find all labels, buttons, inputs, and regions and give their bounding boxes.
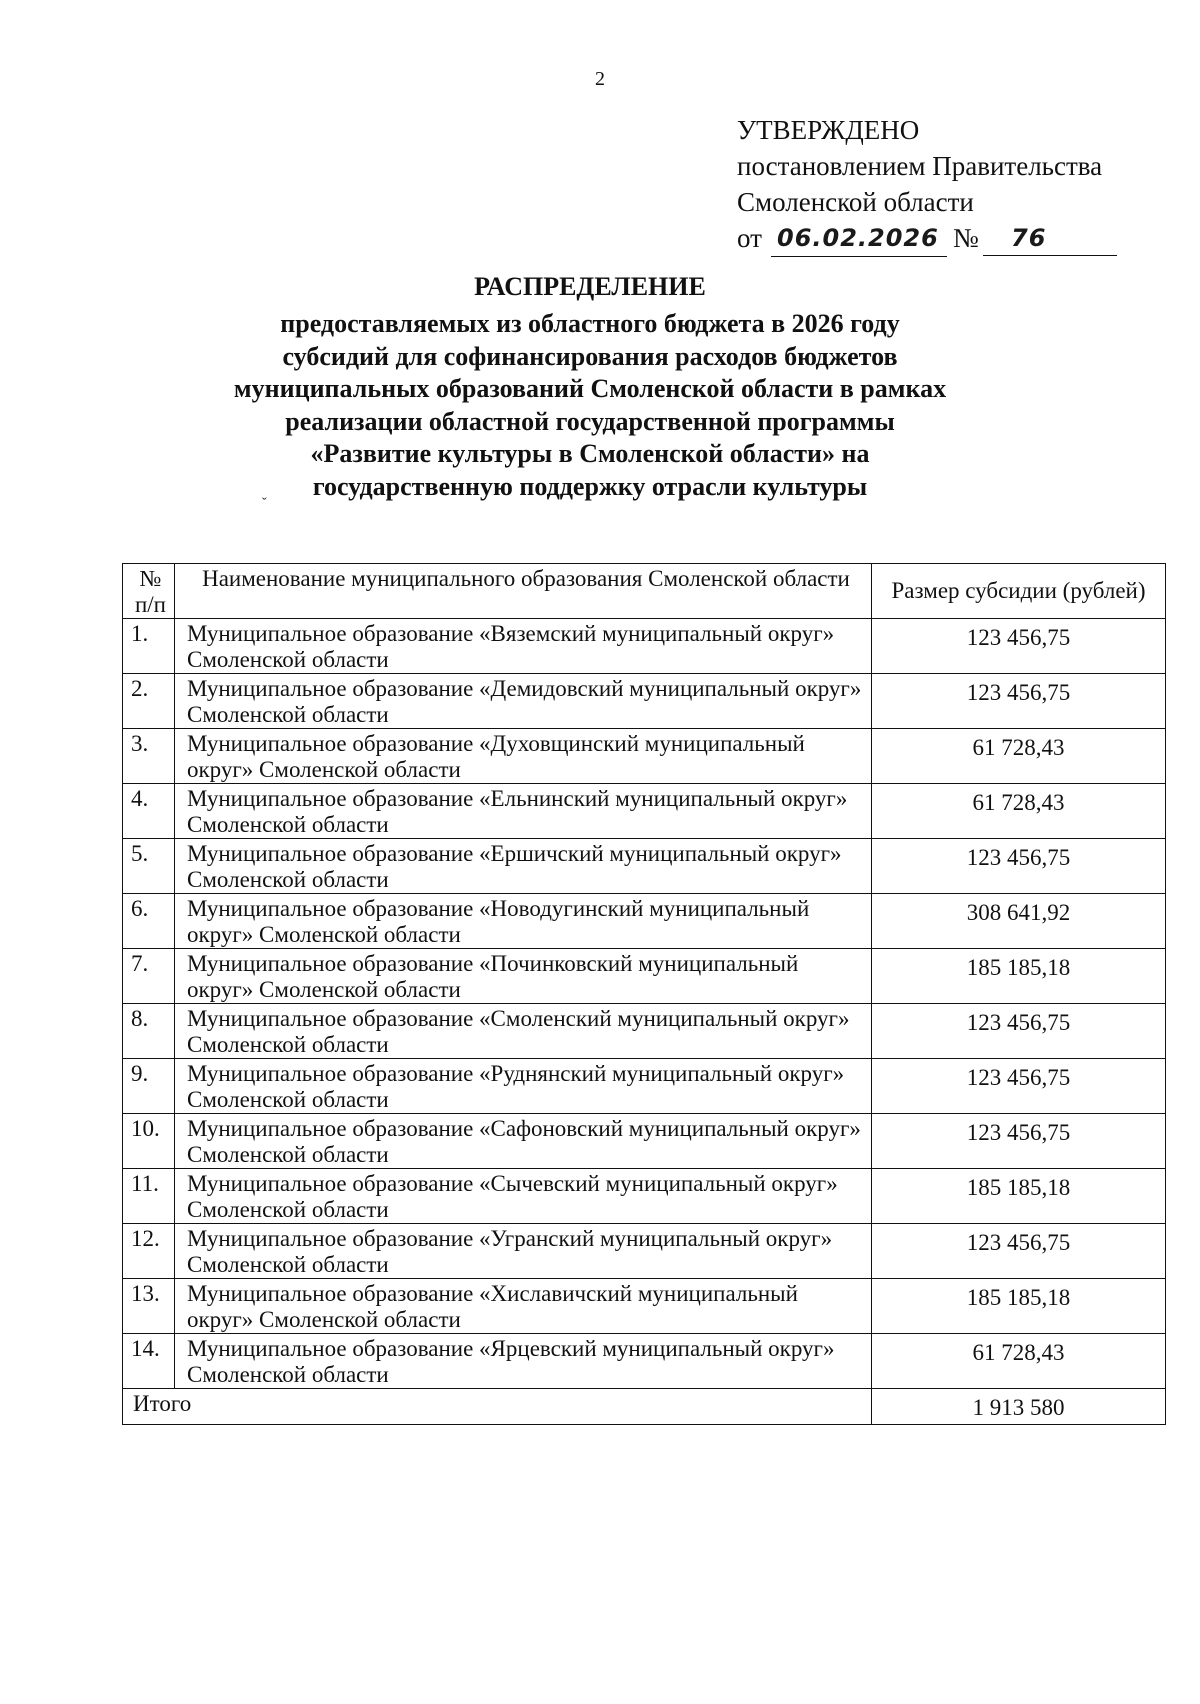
row-name: Муниципальное образование «Руднянский муниципальный округ» Смоленской области [175,1059,872,1114]
header-number: № п/п [123,564,175,619]
table-row [123,619,1166,674]
row-name: Муниципальное образование «Ельнинский муниципальный округ» Смоленской области [175,784,872,839]
approval-heading: УТВЕРЖДЕНО [737,115,920,145]
row-name: Муниципальное образование «Починковский муниципальный округ» Смоленской области [175,949,872,1004]
row-name: Муниципальное образование «Вяземский муниципальный округ» Смоленской области [175,619,872,674]
row-number: 12. [123,1224,175,1279]
table-row [123,729,1166,784]
table-row [123,784,1166,839]
table-body [123,619,1166,1425]
row-amount: 123 456,75 [872,619,1166,674]
row-name: Муниципальное образование «Ершичский муниципальный округ» Смоленской области [175,839,872,894]
row-number: 11. [123,1169,175,1224]
row-number: 3. [123,729,175,784]
row-amount: 123 456,75 [872,1114,1166,1169]
row-number: 14. [123,1334,175,1389]
total-row [123,1389,1166,1425]
row-number: 8. [123,1004,175,1059]
header-name: Наименование муниципального образования Смоленской области [175,564,872,619]
row-number: 1. [123,619,175,674]
total-label: Итого [123,1389,872,1425]
row-amount: 185 185,18 [872,949,1166,1004]
row-amount: 123 456,75 [872,839,1166,894]
row-name: Муниципальное образование «Демидовский муниципальный округ» Смоленской области [175,674,872,729]
page-number: 2 [595,68,605,90]
row-name: Муниципальное образование «Угранский муниципальный округ» Смоленской области [175,1224,872,1279]
row-number: 2. [123,674,175,729]
document-subtitle: предоставляемых из областного бюджета в 2026 году субсидий для софинансирования расходов бюджетов муниципальных образований Смоленской области в рамках реализации областной государственной программы «Развитие культуры в Смоленской области» на государственную поддержку отрасли культуры [233,309,947,501]
table-row [123,949,1166,1004]
approval-line-2: Смоленской области [737,187,974,217]
row-amount: 123 456,75 [872,1004,1166,1059]
row-amount: 308 641,92 [872,894,1166,949]
table-row [123,1114,1166,1169]
table-row [123,894,1166,949]
number-label: № [953,223,979,253]
table-row [123,1059,1166,1114]
row-name: Муниципальное образование «Духовщинский муниципальный округ» Смоленской области [175,729,872,784]
table-row [123,674,1166,729]
approval-date-number-line [737,220,1137,264]
table-row [123,1224,1166,1279]
table-header-row [123,564,1166,619]
row-number: 7. [123,949,175,1004]
row-number: 4. [123,784,175,839]
approval-line-1: постановлением Правительства [737,151,1103,181]
handwritten-number: 76 [983,220,1117,256]
total-amount: 1 913 580 [872,1389,1166,1425]
table-row [123,1279,1166,1334]
row-name: Муниципальное образование «Новодугинский муниципальный округ» Смоленской области [175,894,872,949]
document-title: РАСПРЕДЕЛЕНИЕ [474,272,706,301]
header-amount: Размер субсидии (рублей) [872,564,1166,619]
row-number: 13. [123,1279,175,1334]
distribution-table [122,563,1166,1425]
row-name: Муниципальное образование «Смоленский муниципальный округ» Смоленской области [175,1004,872,1059]
row-number: 6. [123,894,175,949]
table-row [123,1334,1166,1389]
row-amount: 61 728,43 [872,729,1166,784]
row-number: 10. [123,1114,175,1169]
handwritten-date: 06.02.2026 [771,220,947,257]
table-row [123,1004,1166,1059]
row-amount: 123 456,75 [872,1224,1166,1279]
scan-mark: ˇ [262,496,267,511]
row-amount: 185 185,18 [872,1279,1166,1334]
row-number: 5. [123,839,175,894]
row-amount: 61 728,43 [872,1334,1166,1389]
table-row [123,839,1166,894]
row-name: Муниципальное образование «Сычевский муниципальный округ» Смоленской области [175,1169,872,1224]
table-row [123,1169,1166,1224]
row-number: 9. [123,1059,175,1114]
row-amount: 185 185,18 [872,1169,1166,1224]
row-amount: 61 728,43 [872,784,1166,839]
approval-block [737,112,1137,264]
row-name: Муниципальное образование «Ярцевский муниципальный округ» Смоленской области [175,1334,872,1389]
row-name: Муниципальное образование «Хиславичский муниципальный округ» Смоленской области [175,1279,872,1334]
row-amount: 123 456,75 [872,674,1166,729]
row-amount: 123 456,75 [872,1059,1166,1114]
row-name: Муниципальное образование «Сафоновский муниципальный округ» Смоленской области [175,1114,872,1169]
date-prefix: от [737,223,762,253]
